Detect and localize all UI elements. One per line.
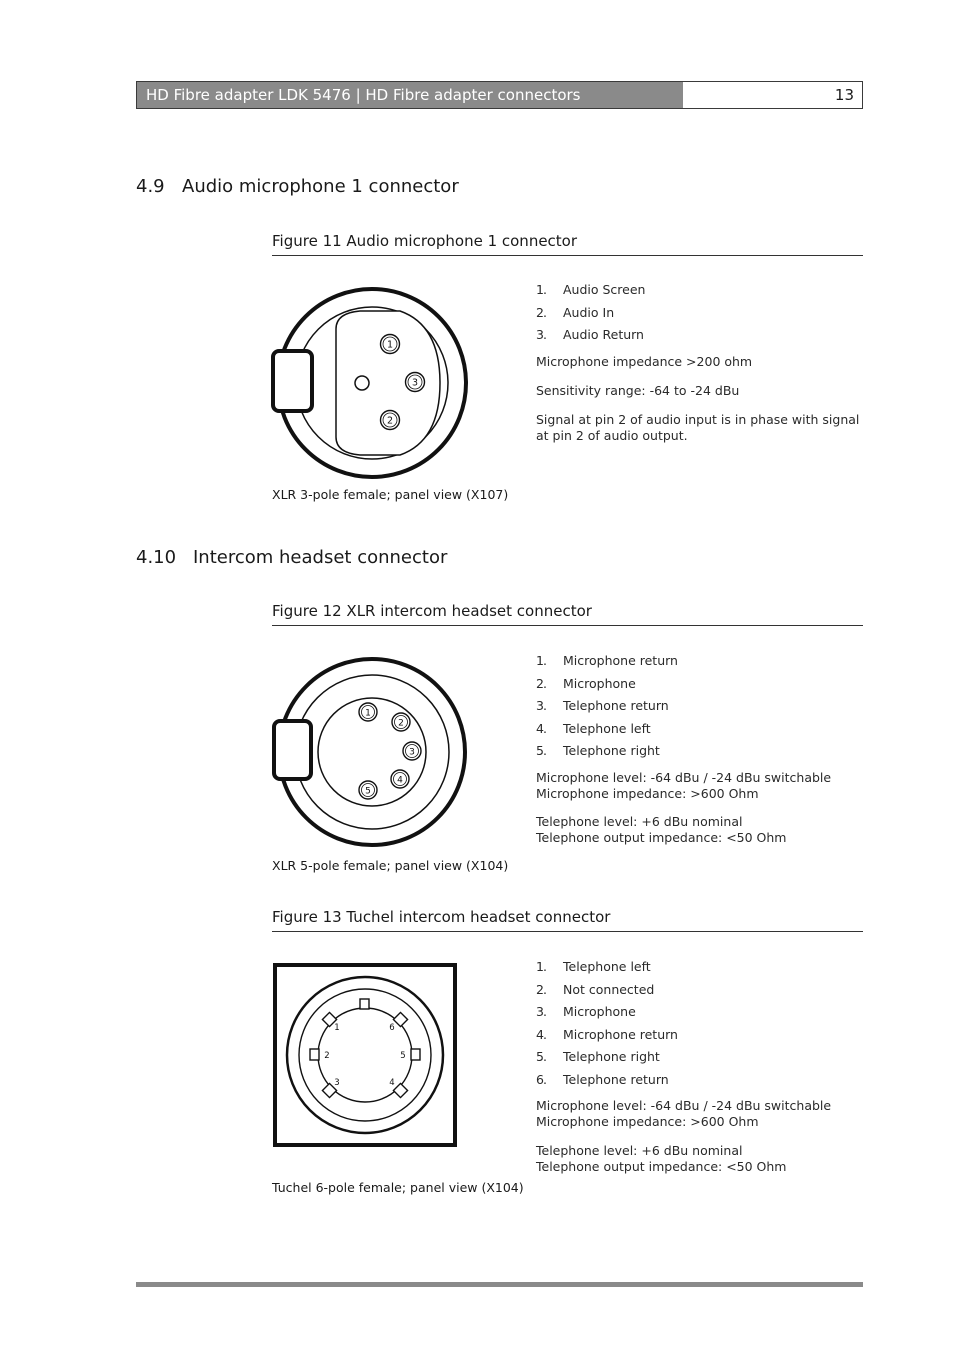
footer-rule xyxy=(136,1282,863,1287)
pin-label: 1 xyxy=(365,708,371,719)
pin-list-item: 4 . Microphone return xyxy=(536,1026,678,1042)
pin-list xyxy=(536,653,861,766)
section-heading-4-10 xyxy=(136,547,447,568)
note-microphone: Microphone level: -64 dBu / -24 dBu switchable Microphone impedance: >600 Ohm xyxy=(536,769,832,801)
pin-list xyxy=(536,959,861,1094)
section-number: 4.9 xyxy=(136,176,165,197)
pin-label: 3 xyxy=(409,747,415,758)
figure-13-caption: Tuchel 6-pole female; panel view (X104) xyxy=(272,1180,524,1195)
figure-12-description xyxy=(536,653,861,846)
tuchel-6-pole-diagram xyxy=(273,963,459,1149)
note-impedance: Microphone impedance >200 ohm xyxy=(536,353,753,369)
pin-label: 1 xyxy=(334,1023,340,1033)
pin-5 xyxy=(359,781,377,799)
pin-list-item: 3 . Telephone return xyxy=(536,698,669,713)
latch-tab xyxy=(273,351,312,411)
keyway-notch xyxy=(360,999,369,1009)
section-title-text: Intercom headset connector xyxy=(193,547,448,568)
note-phase: Signal at pin 2 of audio input is in phase with signal at pin 2 of audio output. xyxy=(536,411,860,443)
pin-label: 4 xyxy=(397,775,403,786)
pin-list-item: 2 . Microphone xyxy=(536,675,636,691)
pin-label: 1 xyxy=(386,339,394,351)
figure-11-caption: XLR 3-pole female; panel view (X107) xyxy=(272,487,509,502)
pin-list-item: 3 . Microphone xyxy=(536,1004,636,1019)
xlr-5-pole-diagram xyxy=(270,655,472,849)
figure-13-description xyxy=(536,959,861,1175)
pin-1 xyxy=(359,703,377,721)
pin-2 xyxy=(381,411,400,430)
figure-13-title: Figure 13 Tuchel intercom headset connector xyxy=(272,908,863,932)
section-heading-4-9 xyxy=(136,176,459,197)
pin-list xyxy=(536,282,861,350)
pin-label: 5 xyxy=(400,1051,406,1061)
figure-12-title: Figure 12 XLR intercom headset connector xyxy=(272,602,863,626)
figure-11-title: Figure 11 Audio microphone 1 connector xyxy=(272,232,863,256)
running-header xyxy=(136,81,863,109)
pin-label: 3 xyxy=(411,377,419,389)
pin-label: 6 xyxy=(389,1023,395,1033)
pin-2 xyxy=(392,713,410,731)
pin-list-item: 2 . Not connected xyxy=(536,981,655,997)
note-microphone: Microphone level: -64 dBu / -24 dBu switchable Microphone impedance: >600 Ohm xyxy=(536,1098,832,1129)
center-hole xyxy=(355,376,369,390)
note-telephone: Telephone level: +6 dBu nominal Telephone output impedance: <50 Ohm xyxy=(536,813,787,845)
pin-label: 4 xyxy=(389,1078,395,1088)
note-sensitivity: Sensitivity range: -64 to -24 dBu xyxy=(536,382,740,398)
pin-list-item: 1 . Telephone left xyxy=(536,959,651,974)
pin-list-item: 1 . Microphone return xyxy=(536,653,678,668)
pin-label: 2 xyxy=(324,1051,330,1061)
pin-label: 2 xyxy=(386,415,394,427)
pin-list-item: 6 . Telephone return xyxy=(536,1071,669,1087)
section-title-text: Audio microphone 1 connector xyxy=(182,176,459,197)
xlr-3-pole-diagram xyxy=(270,285,472,481)
figure-11-description xyxy=(536,282,861,444)
pin-label: 2 xyxy=(398,718,404,729)
pin-label: 3 xyxy=(334,1078,340,1088)
pin-list-item: 5 . Telephone right xyxy=(536,743,660,758)
pin-4 xyxy=(391,770,409,788)
page-number: 13 xyxy=(834,86,854,104)
latch-tab xyxy=(274,721,311,779)
pin-3 xyxy=(403,742,421,760)
pin-list-item: 5 . Telephone right xyxy=(536,1049,660,1064)
pin-list-item: 4 . Telephone left xyxy=(536,720,651,736)
pin-list-item: 2 . Audio In xyxy=(536,304,615,320)
figure-12-caption: XLR 5-pole female; panel view (X104) xyxy=(272,858,509,873)
pin-1 xyxy=(381,335,400,354)
pin-list-item: 1 . Audio Screen xyxy=(536,282,646,297)
pin-label: 5 xyxy=(365,786,371,797)
pin-3 xyxy=(406,373,425,392)
header-title: HD Fibre adapter LDK 5476 | HD Fibre adapter connectors xyxy=(137,82,683,108)
pin-list-item: 3 . Audio Return xyxy=(536,327,644,342)
section-number: 4.10 xyxy=(136,547,177,568)
note-telephone: Telephone level: +6 dBu nominal Telephone output impedance: <50 Ohm xyxy=(536,1143,787,1174)
